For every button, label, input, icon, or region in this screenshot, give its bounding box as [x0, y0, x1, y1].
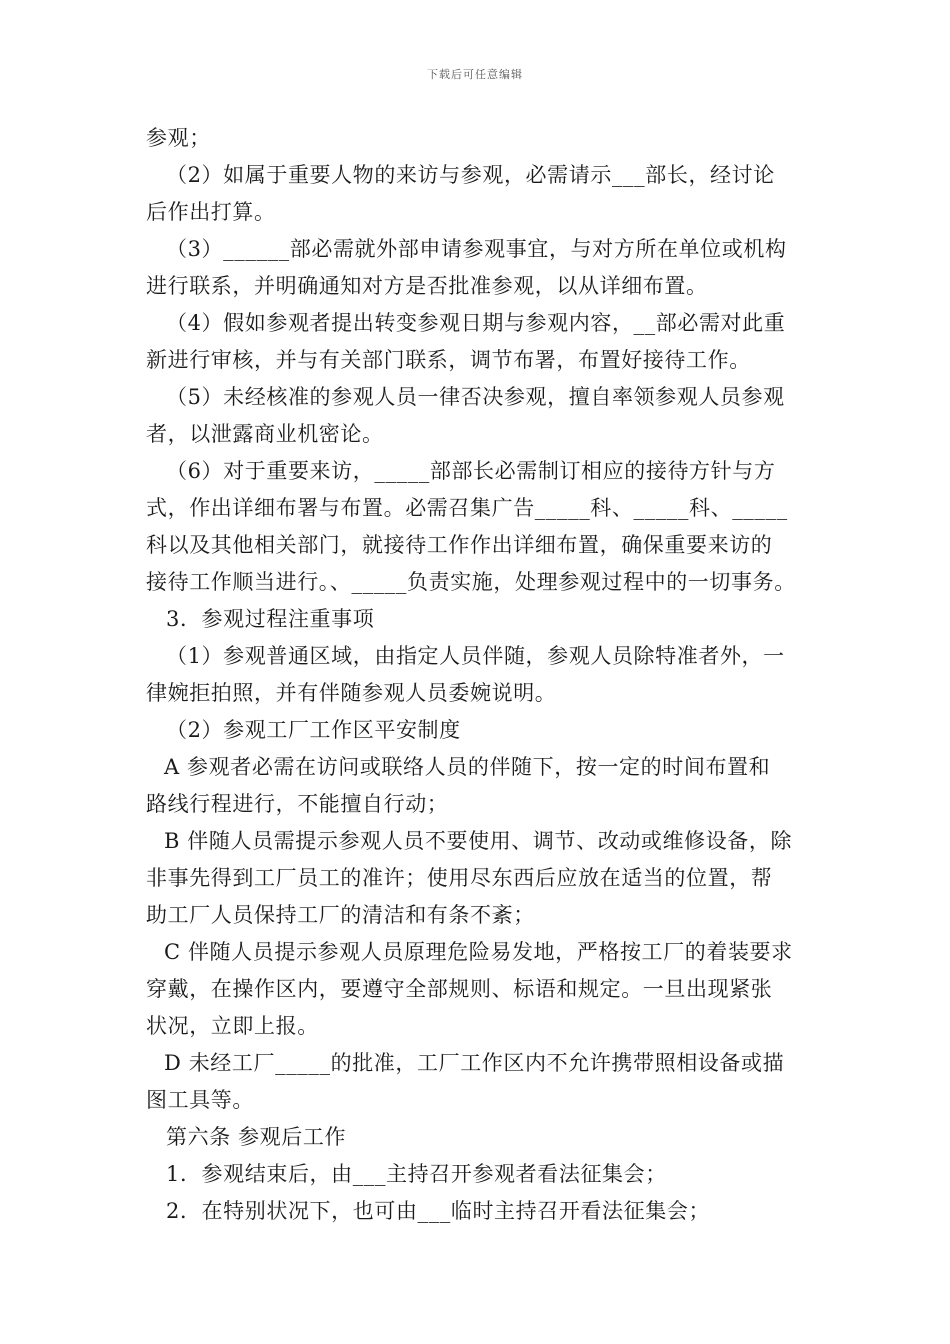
paragraph-line: （4）假如参观者提出转变参观日期与参观内容，__部必需对此重: [166, 311, 786, 335]
paragraph-line: 图工具等。: [146, 1088, 254, 1112]
paragraph-line: （5）未经核准的参观人员一律否决参观，擅自率领参观人员参观: [166, 385, 785, 409]
article-heading: 第六条 参观后工作: [166, 1125, 347, 1149]
paragraph-line: （1）参观普通区域，由指定人员伴随，参观人员除特准者外，一: [166, 644, 785, 668]
paragraph-line: 状况，立即上报。: [146, 1014, 319, 1038]
page-header: 下载后可任意编辑: [427, 68, 523, 81]
paragraph-line: （3）______部必需就外部申请参观事宜，与对方所在单位或机构: [166, 237, 787, 261]
list-item: 1．参观结束后，由___主持召开参观者看法征集会；: [166, 1162, 667, 1186]
paragraph-line: 穿戴，在操作区内，要遵守全部规则、标语和规定。一旦出现紧张: [146, 977, 773, 1001]
paragraph-line: 非事先得到工厂员工的准许；使用尽东西后应放在适当的位置，帮: [146, 866, 773, 890]
list-item: 2．在特别状况下，也可由___临时主持召开看法征集会；: [166, 1199, 711, 1223]
paragraph-line: 接待工作顺当进行。、_____负责实施，处理参观过程中的一切事务。: [146, 570, 796, 594]
paragraph-line: 参观；: [146, 126, 211, 150]
paragraph-line: 助工厂人员保持工厂的清洁和有条不紊；: [146, 903, 535, 927]
paragraph-line: 者，以泄露商业机密论。: [146, 422, 384, 446]
subsection-heading: （2）参观工厂工作区平安制度: [166, 718, 461, 742]
paragraph-line: D 未经工厂_____的批准，工厂工作区内不允许携带照相设备或描: [164, 1051, 785, 1075]
paragraph-line: 科以及其他相关部门，就接待工作作出详细布置，确保重要来访的: [146, 533, 773, 557]
section-heading: 3．参观过程注重事项: [166, 607, 375, 631]
paragraph-line: 新进行审核，并与有关部门联系，调节布署，布置好接待工作。: [146, 348, 751, 372]
paragraph-line: （6）对于重要来访，_____部部长必需制订相应的接待方针与方: [166, 459, 776, 483]
paragraph-line: 律婉拒拍照，并有伴随参观人员委婉说明。: [146, 681, 557, 705]
paragraph-line: 式，作出详细布署与布置。必需召集广告_____科、_____科、_____: [146, 496, 788, 520]
paragraph-line: B 伴随人员需提示参观人员不要使用、调节、改动或维修设备，除: [164, 829, 793, 853]
paragraph-line: C 伴随人员提示参观人员原理危险易发地，严格按工厂的着装要求: [164, 940, 793, 964]
paragraph-line: （2）如属于重要人物的来访与参观，必需请示___部长，经讨论: [166, 163, 775, 187]
document-body: [146, 120, 810, 1230]
paragraph-line: 进行联系，并明确通知对方是否批准参观，以从详细布置。: [146, 274, 708, 298]
paragraph-line: 路线行程进行，不能擅自行动；: [146, 792, 449, 816]
paragraph-line: 后作出打算。: [146, 200, 276, 224]
paragraph-line: A 参观者必需在访问或联络人员的伴随下，按一定的时间布置和: [164, 755, 771, 779]
